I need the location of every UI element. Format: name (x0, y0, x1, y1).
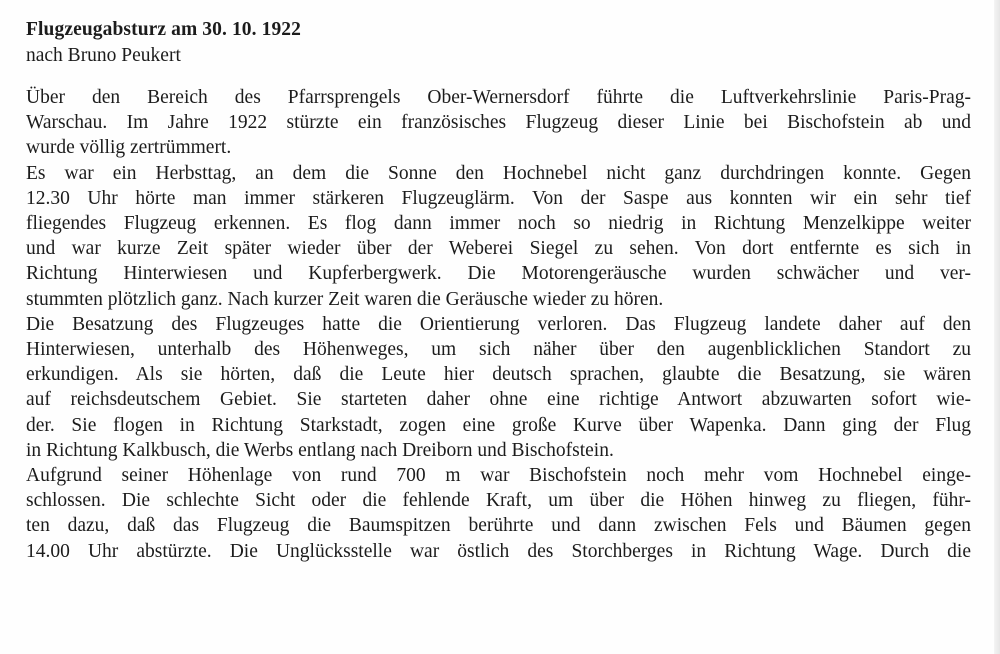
text-line: wurde völlig zertrümmert. (26, 137, 232, 159)
text-line: der. Sie flogen in Richtung Starkstadt, zogen eine große Kurve über Wapenka. Dann ging der Flug (26, 414, 971, 436)
text-line: schlossen. Die schlechte Sicht oder die fehlende Kraft, um über die Höhen hinweg zu fliegen, führ- (26, 490, 971, 512)
paragraph-2 (26, 161, 971, 312)
paragraph-4 (26, 463, 971, 564)
text-line: und war kurze Zeit später wieder über der Weberei Siegel zu sehen. Von dort entfernte es sich in (26, 238, 971, 260)
text-line: in Richtung Kalkbusch, die Werbs entlang nach Dreiborn und Bischofstein. (26, 439, 614, 461)
text-line: Warschau. Im Jahre 1922 stürzte ein französisches Flugzeug dieser Linie bei Bischofstein ab und (26, 112, 971, 134)
paragraph-3 (26, 312, 971, 463)
text-line: auf reichsdeutschem Gebiet. Sie starteten daher ohne eine richtige Antwort abzuwarten sofort wie- (26, 389, 971, 411)
text-line: fliegendes Flugzeug erkennen. Es flog dann immer noch so niedrig in Richtung Menzelkippe weiter (26, 213, 971, 235)
article-author: nach Bruno Peukert (26, 45, 181, 66)
text-line: Über den Bereich des Pfarrsprengels Ober-Wernersdorf führte die Luftverkehrslinie Paris-Prag- (26, 87, 971, 108)
text-line: stummten plötzlich ganz. Nach kurzer Zeit waren die Geräusche wieder zu hören. (26, 288, 664, 310)
scan-edge (994, 0, 1000, 654)
text-line: Hinterwiesen, unterhalb des Höhenweges, um sich näher über den augenblicklichen Standort zu (26, 339, 971, 361)
text-line: Richtung Hinterwiesen und Kupferbergwerk. Die Motorengeräusche wurden schwächer und ver- (26, 263, 971, 285)
text-line: ten dazu, daß das Flugzeug die Baumspitzen berührte und dann zwischen Fels und Bäumen gegen (26, 515, 971, 537)
text-line: 12.30 Uhr hörte man immer stärkeren Flugzeuglärm. Von der Saspe aus konnten wir ein sehr tief (26, 187, 971, 209)
article-title: Flugzeugabsturz am 30. 10. 1922 (26, 19, 302, 40)
article (26, 17, 971, 564)
paragraph-1 (26, 85, 971, 161)
text-line: Die Besatzung des Flugzeuges hatte die Orientierung verloren. Das Flugzeug landete daher auf den (26, 313, 971, 335)
text-line: erkundigen. Als sie hörten, daß die Leute hier deutsch sprachen, glaubte die Besatzung, sie wären (26, 364, 971, 386)
text-line: Aufgrund seiner Höhenlage von rund 700 m war Bischofstein noch mehr vom Hochnebel einge- (26, 465, 971, 487)
text-line: 14.00 Uhr abstürzte. Die Unglücksstelle war östlich des Storchberges in Richtung Wage. Durch die (26, 540, 971, 562)
text-line: Es war ein Herbsttag, an dem die Sonne den Hochnebel nicht ganz durchdringen konnte. Gegen (26, 162, 971, 184)
